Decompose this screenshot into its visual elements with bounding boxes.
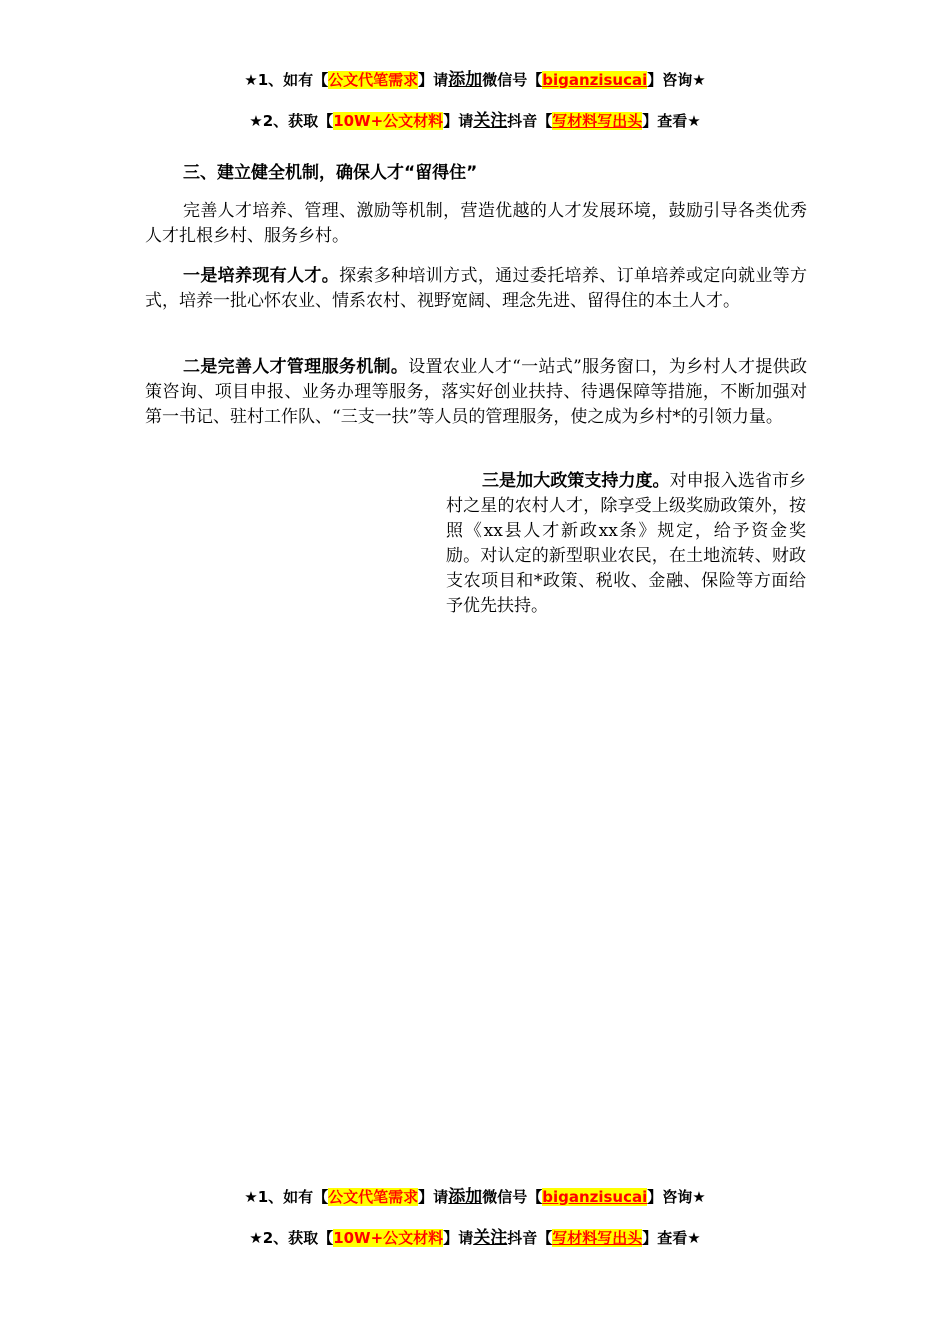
banner-emphasis: 关注 (473, 111, 508, 131)
section-heading: 三、建立健全机制，确保人才“留得住” (183, 163, 478, 183)
wechat-id-highlight: biganzisucai (542, 71, 648, 89)
wechat-id-highlight: biganzisucai (542, 1188, 648, 1206)
point-3-lead: 三是加大政策支持力度。 (482, 471, 670, 491)
bottom-banner-line-1 (0, 1187, 950, 1207)
banner-highlight: 10W+公文材料 (333, 1229, 444, 1247)
douyin-id-highlight: 写材料写出头 (552, 1229, 643, 1247)
point-1-text (145, 264, 807, 314)
point-1-body: 探索多种培训方式，通过委托培养、订单培养或定向就业等方式，培养一批心怀农业、情系农村、视野宽阔、理念先进、留得住的本土人才。 (145, 266, 808, 311)
banner-highlight: 公文代笔需求 (328, 1188, 419, 1206)
banner-emphasis: 添加 (448, 70, 483, 90)
banner-text: 】咨询★ (647, 71, 706, 89)
point-2-body: 设置农业人才“一站式”服务窗口，为乡村人才提供政策咨询、项目申报、业务办理等服务，落实好创业扶持、待遇保障等措施，不断加强对第一书记、驻村工作队、“三支一扶”等人员的管理服务，使之成为乡村*的引领力量。 (145, 357, 808, 427)
banner-text: 】请 (418, 71, 449, 89)
banner-emphasis: 关注 (473, 1228, 508, 1248)
banner-text: 】请 (443, 112, 474, 130)
banner-highlight: 公文代笔需求 (328, 71, 419, 89)
banner-text: 抖音【 (507, 1229, 553, 1247)
point-2-lead: 二是完善人才管理服务机制。 (183, 357, 409, 377)
point-1-paragraph (145, 264, 807, 314)
banner-text: 】请 (418, 1188, 449, 1206)
bottom-banner-line-2 (0, 1228, 950, 1248)
banner-text: ★1、如有【 (244, 1188, 329, 1206)
banner-text: 微信号【 (482, 71, 543, 89)
intro-paragraph (145, 199, 807, 249)
banner-text: 】咨询★ (647, 1188, 706, 1206)
intro-text: 完善人才培养、管理、激励等机制，营造优越的人才发展环境，鼓励引导各类优秀人才扎根乡村、服务乡村。 (145, 201, 807, 246)
banner-highlight: 10W+公文材料 (333, 112, 444, 130)
point-2-paragraph (145, 355, 807, 430)
douyin-id-highlight: 写材料写出头 (552, 112, 643, 130)
top-banner-line-2 (0, 111, 950, 131)
banner-text: 】查看★ (642, 112, 701, 130)
point-3-paragraph (446, 469, 806, 619)
banner-text: 】请 (443, 1229, 474, 1247)
banner-text: ★2、获取【 (249, 1229, 334, 1247)
banner-text: 】查看★ (642, 1229, 701, 1247)
point-3-text (446, 469, 806, 619)
point-1-lead: 一是培养现有人才。 (183, 266, 340, 286)
banner-text: 抖音【 (507, 112, 553, 130)
point-3-body: 对申报入选省市乡村之星的农村人才，除享受上级奖励政策外，按照《xx县人才新政xx条》规定，给予资金奖励。对认定的新型职业农民，在土地流转、财政支农项目和*政策、税收、金融、保险等方面给予优先扶持。 (446, 471, 807, 616)
banner-text: 微信号【 (482, 1188, 543, 1206)
banner-text: ★2、获取【 (249, 112, 334, 130)
top-banner-line-1 (0, 70, 950, 90)
banner-emphasis: 添加 (448, 1187, 483, 1207)
banner-text: ★1、如有【 (244, 71, 329, 89)
point-2-text (145, 355, 807, 430)
